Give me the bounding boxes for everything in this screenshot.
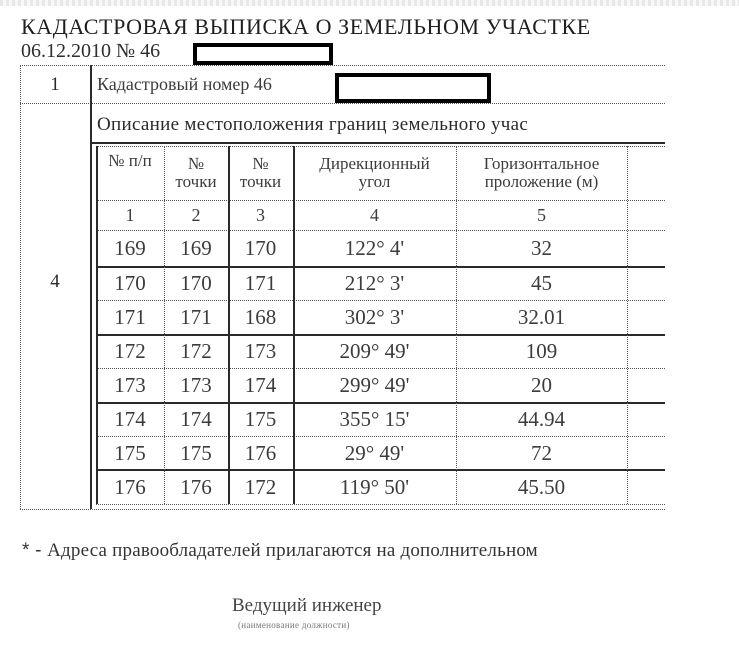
table-divider-row1 [20,103,665,104]
signatory-caption: (наименование должности) [238,620,350,630]
cell-bearing-angle: 299° 49' [339,373,410,398]
document-date-number: 06.12.2010 № 46 [21,40,161,62]
cell-point-to: 171 [244,271,277,296]
table-index-divider [90,65,92,509]
cell-point-from: 169 [180,236,212,261]
footnote [22,540,538,562]
header-point-to: № точки [239,154,282,191]
cell-point-from: 174 [180,407,212,432]
cell-point-from: 170 [180,271,212,296]
col-divider [627,146,628,504]
colnum-1: 1 [125,204,135,225]
cell-bearing-angle: 119° 50' [339,474,410,499]
colnum-4: 4 [370,204,379,225]
table-border-bottom [20,509,665,510]
cell-point-from: 176 [180,474,212,499]
cell-row-number: 172 [114,339,146,364]
cell-bearing-angle: 212° 3' [344,271,405,296]
cell-point-to: 174 [244,373,277,398]
cell-bearing-angle: 209° 49' [339,339,410,364]
cell-point-to: 172 [244,474,277,499]
row-index-4: 4 [50,271,60,293]
cell-bearing-angle: 355° 15' [339,407,410,432]
cell-distance: 72 [531,440,552,465]
cell-distance: 45.50 [517,474,566,499]
redacted-cadastral-number [335,73,491,103]
colnum-5: 5 [537,204,546,225]
section-heading-divider [90,142,665,144]
colnum-2: 2 [191,204,201,225]
scan-top-edge [0,0,739,6]
header-point-from: № точки [175,154,217,191]
cell-distance: 45 [531,271,552,296]
cell-row-number: 171 [114,305,146,330]
cell-row-number: 173 [114,373,146,398]
cell-distance: 32.01 [517,305,566,330]
cell-row-number: 176 [114,474,146,499]
cadastral-number-label: Кадастровый номер 46 [97,74,272,95]
cell-point-from: 173 [180,373,212,398]
footnote-text: Адреса правообладателей прилагаются на дополнительном [47,540,538,561]
cell-point-from: 175 [180,440,212,465]
cell-point-to: 173 [244,339,277,364]
cell-bearing-angle: 302° 3' [344,305,405,330]
cell-row-number: 175 [114,440,146,465]
cell-point-from: 172 [180,339,212,364]
redacted-extract-number [193,43,333,65]
header-bearing-angle: Дирекционный угол [319,154,430,191]
header-row-number: № п/п [108,151,152,170]
boundary-description-heading: Описание местоположения границ земельного учас [97,114,529,136]
cell-point-to: 168 [244,305,277,330]
cell-bearing-angle: 122° 4' [344,236,405,261]
cell-bearing-angle: 29° 49' [344,440,405,465]
cell-distance: 109 [525,339,558,364]
header-horizontal-distance: Горизонтальное проложение (м) [483,154,600,191]
cell-point-to: 175 [244,407,277,432]
cell-distance: 20 [531,373,552,398]
inner-border-top [96,146,665,147]
cell-point-from: 171 [180,305,212,330]
cell-point-to: 170 [244,236,277,261]
cell-row-number: 170 [114,271,146,296]
signatory-position: Ведущий инженер [232,595,382,616]
cell-distance: 44.94 [517,407,566,432]
document-title: КАДАСТРОВАЯ ВЫПИСКА О ЗЕМЕЛЬНОМ УЧАСТКЕ [21,14,591,39]
cell-row-number: 174 [114,407,146,432]
cell-distance: 32 [531,236,552,261]
cell-point-to: 176 [244,440,277,465]
cell-row-number: 169 [114,236,146,261]
inner-border-bottom [96,504,665,505]
footnote-mark: * - [22,540,42,561]
row-index-1: 1 [50,73,60,95]
colnum-3: 3 [256,204,265,225]
